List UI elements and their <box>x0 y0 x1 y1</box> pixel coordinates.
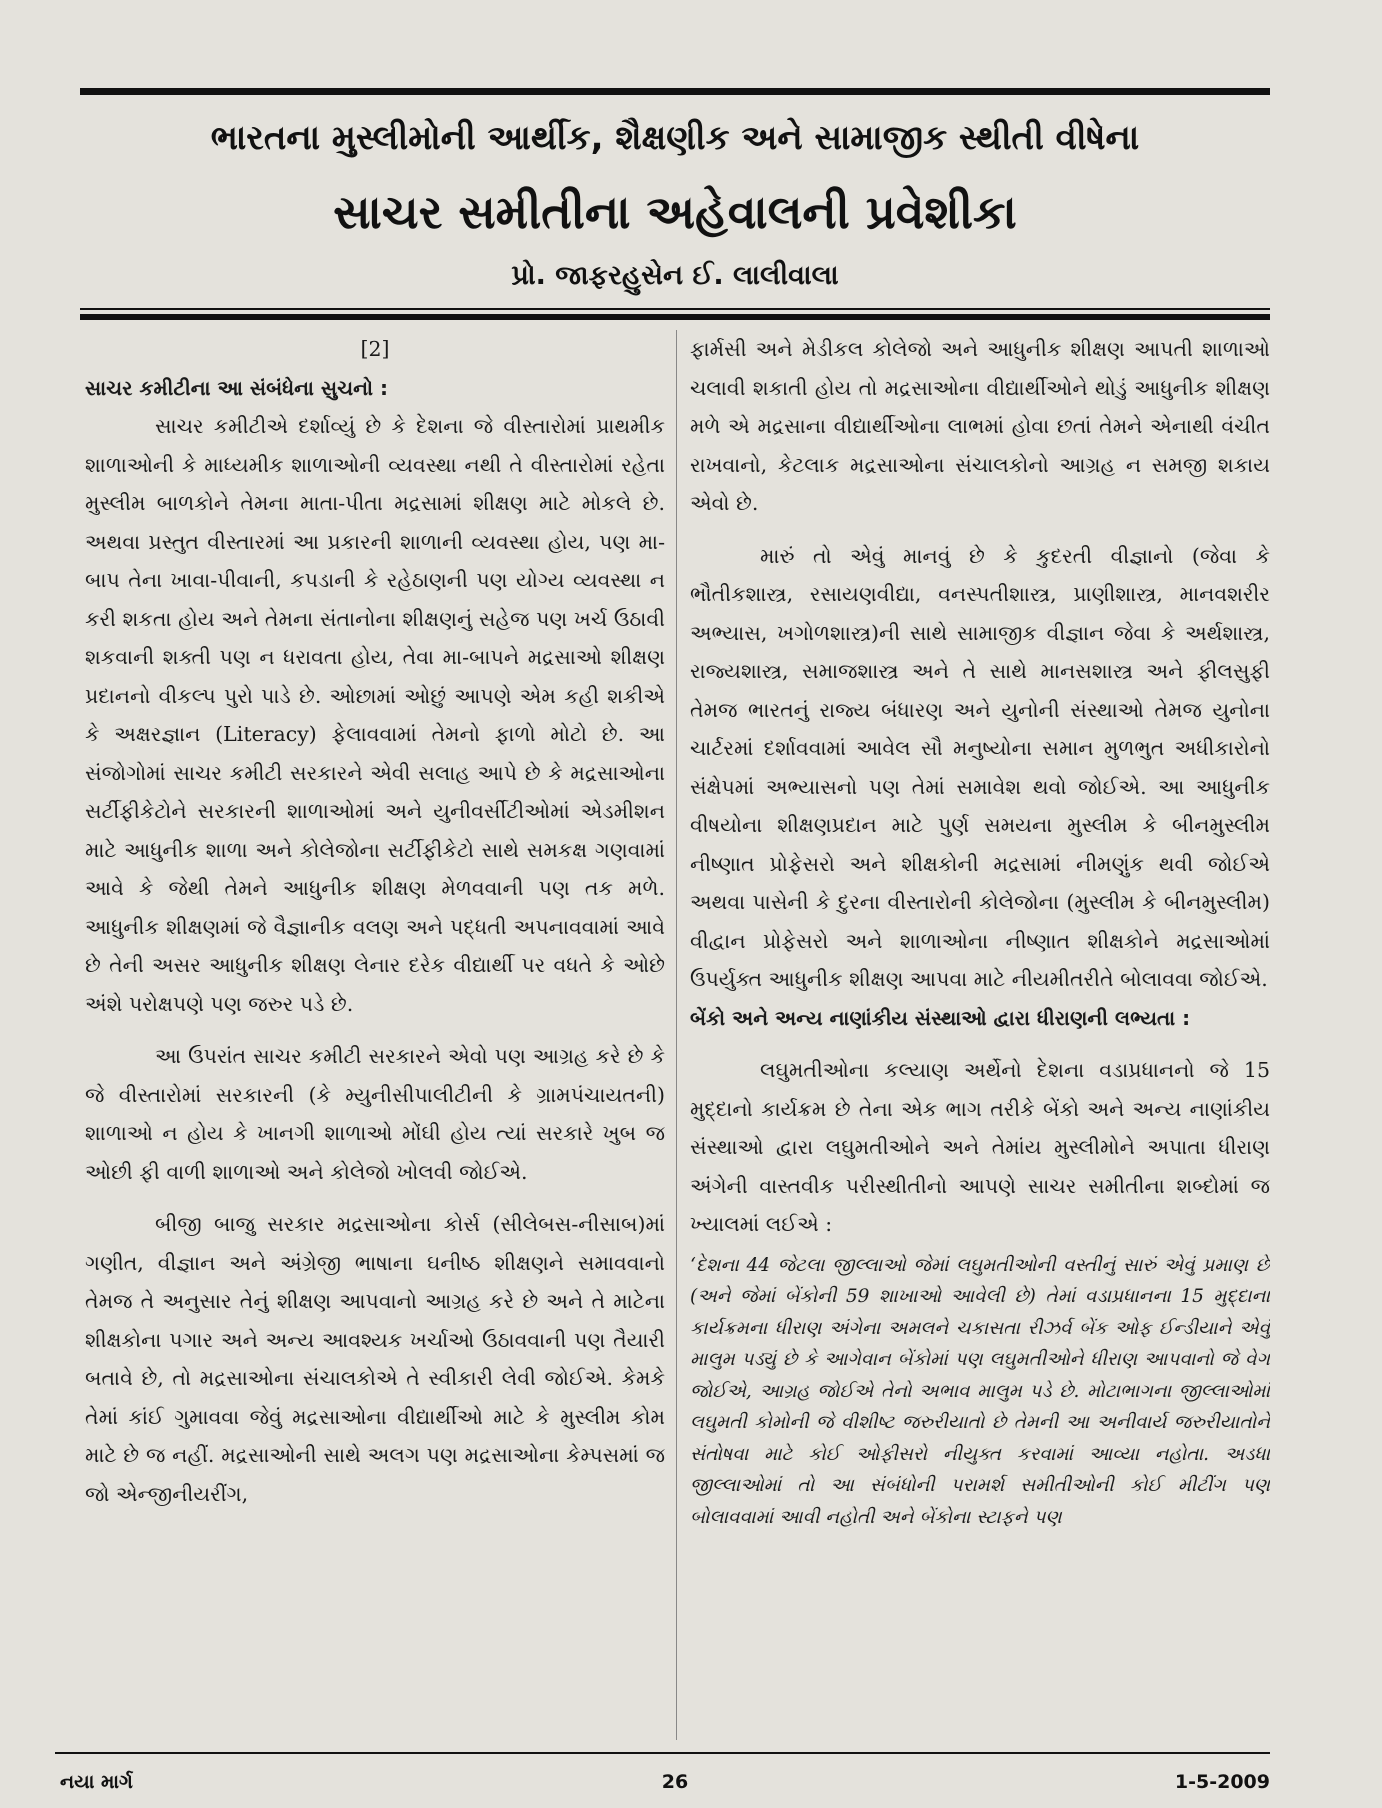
body-paragraph: મારું તો એવું માનવું છે કે કુદરતી વીજ્ઞાનો (જેવા કે ભૌતીકશાસ્ત્ર, રસાયણવીદ્યા, વનસ્પતીશાસ્ત્ર, પ્રાણીશાસ્ત્ર, માનવશરીર અભ્યાસ, ખગોળશાસ્ત્ર)ની સાથે સામાજીક વીજ્ઞાન જેવા કે અર્થશાસ્ત્ર, રાજ્યશાસ્ત્ર, સમાજશાસ્ત્ર અને તે સાથે માનસશાસ્ત્ર અને ફીલસુફી તેમજ ભારતનું રાજ્ય બંધારણ અને યુનોની સંસ્થાઓ તેમજ યુનોના ચાર્ટરમાં દર્શાવવામાં આવેલ સૌ મનુષ્યોના સમાન મુળભુત અધીકારોનો સંક્ષેપમાં અભ્યાસનો પણ તેમાં સમાવેશ થવો જોઈએ. આ આધુનીક વીષયોના શીક્ષણપ્રદાન માટે પુર્ણ સમયના મુસ્લીમ કે બીનમુસ્લીમ નીષ્ણાત પ્રોફેસરો અને શીક્ષકોની મદ્રસામાં નીમણુંક થવી જોઈએ અથવા પાસેની કે દુરના વીસ્તારોની કોલેજોના (મુસ્લીમ કે બીનમુસ્લીમ) વીદ્વાન પ્રોફેસરો અને શાળાઓના નીષ્ણાત શીક્ષકોને મદ્રસાઓમાં ઉપર્યુક્ત આધુનીક શીક્ષણ આપવા માટે નીયમીતરીતે બોલાવવા જોઈએ. <box>690 543 1270 991</box>
article-author: પ્રો. જાફરહુસેન ઈ. લાલીવાલા <box>511 260 839 291</box>
left-column <box>85 330 665 1740</box>
body-paragraph-continued: ફાર્મસી અને મેડીકલ કોલેજો અને આધુનીક શીક્ષણ આપતી શાળાઓ ચલાવી શકાતી હોય તો મદ્રસાઓના વીદ્યાર્થીઓને થોડું આધુનીક શીક્ષણ મળે એ મદ્રસાના વીદ્યાર્થીઓના લાભમાં હોવા છતાં તેમને એનાથી વંચીત રાખવાનો, કેટલાક મદ્રસાઓના સંચાલકોનો આગ્રહ ન સમજી શકાય એવો છે. <box>690 337 1270 515</box>
page-number: 26 <box>661 1771 689 1793</box>
body-paragraph: બીજી બાજુ સરકાર મદ્રસાઓના કોર્સ (સીલેબસ-નીસાબ)માં ગણીત, વીજ્ઞાન અને અંગ્રેજી ભાષાના ઘનીષ્ઠ શીક્ષણને સમાવવાનો તેમજ તે અનુસાર તેનું શીક્ષણ આપવાનો આગ્રહ કરે છે અને તે માટેના શીક્ષકોના પગાર અને અન્ય આવશ્યક ખર્ચાઓ ઉઠાવવાની પણ તૈયારી બતાવે છે, તો મદ્રસાઓના સંચાલકોએ તે સ્વીકારી લેવી જોઈએ. કેમકે તેમાં કાંઈ ગુમાવવા જેવું મદ્રસાઓના વીદ્યાર્થીઓ માટે કે મુસ્લીમ કોમ માટે છે જ નહીં. મદ્રસાઓની સાથે અલગ પણ મદ્રસાઓના કેમ્પસમાં જ જો એન્જીનીયરીંગ, <box>85 1212 665 1506</box>
body-paragraph: આ ઉપરાંત સાચર કમીટી સરકારને એવો પણ આગ્રહ કરે છે કે જે વીસ્તારોમાં સરકારની (કે મ્યુનીસીપાલીટીની કે ગ્રામપંચાયતની) શાળાઓ ન હોય કે ખાનગી શાળાઓ મોંઘી હોય ત્યાં સરકારે ખુબ જ ઓછી ફી વાળી શાળાઓ અને કોલેજો ખોલવી જોઈએ. <box>85 1044 665 1184</box>
top-rule-thick <box>80 88 1270 95</box>
magazine-name: નયા માર્ગ <box>60 1771 133 1793</box>
quoted-passage: ‘દેશના 44 જેટલા જીલ્લાઓ જેમાં લઘુમતીઓની વસ્તીનું સારું એવું પ્રમાણ છે (અને જેમાં બેંકોની 59 શાખાઓ આવેલી છે) તેમાં વડાપ્રધાનના 15 મુદ્દાના કાર્યક્રમના ધીરાણ અંગેના અમલને ચકાસતા રીઝર્વ બેંક ઓફ ઈન્ડીયાને એવું માલુમ પડ્યું છે કે આગેવાન બેંકોમાં પણ લઘુમતીઓને ધીરાણ આપવાનો જે વેગ જોઈએ, આગ્રહ જોઈએ તેનો અભાવ માલુમ પડે છે. મોટાભાગના જીલ્લાઓમાં લઘુમતી કોમોની જે વીશીષ્ટ જરુરીયાતો છે તેમની આ અનીવાર્ય જરુરીયાતોને સંતોષવા માટે કોઈ ઓફીસરો નીયુક્ત કરવામાં આવ્યા નહોતા. અડધા જીલ્લાઓમાં તો આ સંબંધોની પરામર્શ સમીતીઓની કોઈ મીટીંગ પણ બોલાવવામાં આવી નહોતી અને બેંકોના સ્ટાફને પણ <box>690 1254 1270 1528</box>
body-paragraph: સાચર કમીટીએ દર્શાવ્યું છે કે દેશના જે વીસ્તારોમાં પ્રાથમીક શાળાઓની કે માધ્યમીક શાળાઓની વ્યવસ્થા નથી તે વીસ્તારોમાં રહેતા મુસ્લીમ બાળકોને તેમના માતા-પીતા મદ્રસામાં શીક્ષણ માટે મોકલે છે. અથવા પ્રસ્તુત વીસ્તારમાં આ પ્રકારની શાળાની વ્યવસ્થા હોય, પણ મા-બાપ તેના ખાવા-પીવાની, કપડાની કે રહેઠાણની પણ યોગ્ય વ્યવસ્થા ન કરી શકતા હોય અને તેમના સંતાનોના શીક્ષણનું સહેજ પણ ખર્ચ ઉઠાવી શકવાની શક્તી પણ ન ધરાવતા હોય, તેવા મા-બાપને મદ્રસાઓ શીક્ષણ પ્રદાનનો વીકલ્પ પુરો પાડે છે. ઓછામાં ઓછું આપણે એમ કહી શકીએ કે અક્ષરજ્ઞાન (Literacy) ફેલાવવામાં તેમનો ફાળો મોટો છે. આ સંજોગોમાં સાચર કમીટી સરકારને એવી સલાહ આપે છે કે મદ્રસાઓના સર્ટીફીકેટોને સરકારની શાળાઓમાં અને યુનીવર્સીટીઓમાં એડમીશન માટે આધુનીક શાળા અને કોલેજોના સર્ટીફીકેટો સાથે સમકક્ષ ગણવામાં આવે કે જેથી તેમને આધુનીક શીક્ષણ મેળવવાની પણ તક મળે. આધુનીક શીક્ષણમાં જે વૈજ્ઞાનીક વલણ અને પદ્ધતી અપનાવવામાં આવે છે તેની અસર આધુનીક શીક્ષણ લેનાર દરેક વીદ્યાર્થી પર વધતે કે ઓછે અંશે પરોક્ષપણે પણ જરુર પડે છે. <box>85 414 665 1016</box>
header-rule-thick <box>80 314 1270 320</box>
header-rule-thin <box>80 308 1270 310</box>
section-heading-sachar-suggestions: સાચર કમીટીના આ સંબંધેના સુચનો : <box>85 375 388 400</box>
column-divider <box>676 330 677 1740</box>
right-column <box>690 330 1270 1740</box>
footer-rule <box>55 1752 1270 1754</box>
issue-date: 1-5-2009 <box>1174 1771 1270 1793</box>
article-title-line1: ભારતના મુસ્લીમોની આર્થીક, શૈક્ષણીક અને સામાજીક સ્થીતી વીષેના <box>210 118 1140 158</box>
article-title-line2: સાચર સમીતીના અહેવાલની પ્રવેશીકા <box>333 185 1017 239</box>
section-heading-bank-credit: બેંકો અને અન્ય નાણાંકીય સંસ્થાઓ દ્વારા ધીરાણની લભ્યતા : <box>690 1005 1191 1030</box>
part-number: [2] <box>360 337 390 361</box>
body-paragraph: લઘુમતીઓના કલ્યાણ અર્થેનો દેશના વડાપ્રધાનનો જે 15 મુદ્દાનો કાર્યક્રમ છે તેના એક ભાગ તરીકે બેંકો અને અન્ય નાણાંકીય સંસ્થાઓ દ્વારા લઘુમતીઓને અને તેમાંય મુસ્લીમોને અપાતા ધીરાણ અંગેની વાસ્તવીક પરીસ્થીતીનો આપણે સાચર સમીતીના શબ્દોમાં જ ખ્યાલમાં લઈએ : <box>690 1058 1270 1236</box>
